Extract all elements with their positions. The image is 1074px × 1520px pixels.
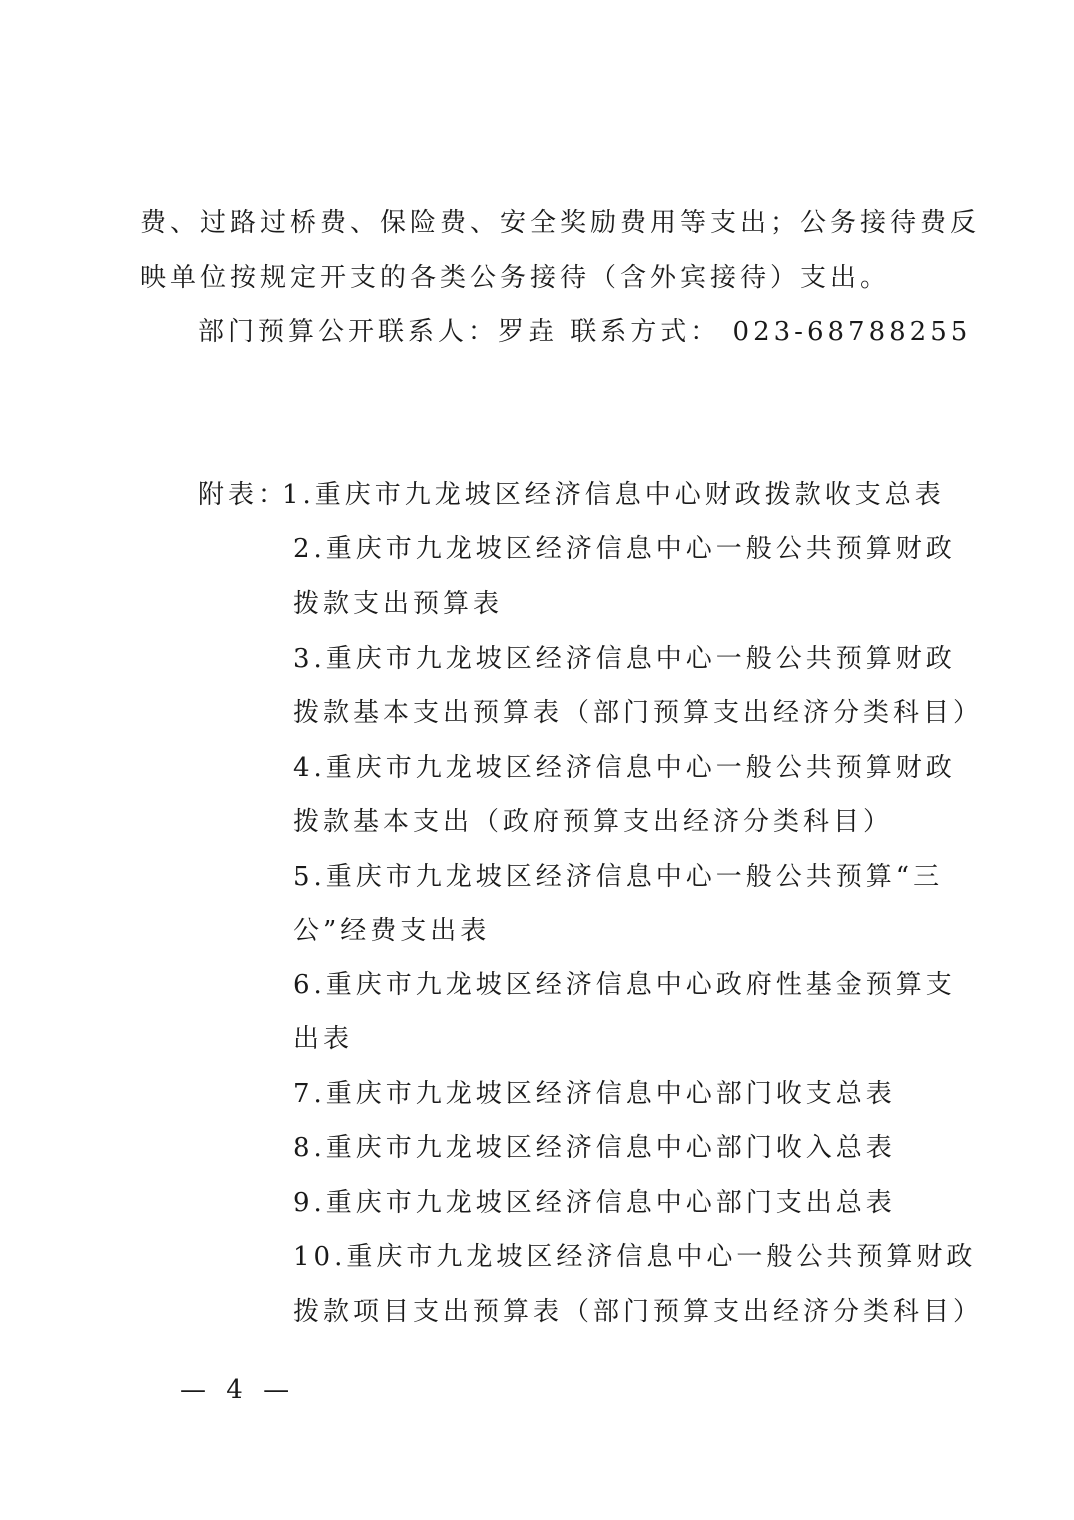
attachment-item-2-line-1: 2.重庆市九龙坡区经济信息中心一般公共预算财政 — [293, 534, 956, 564]
attachment-item-6-line-2: 出表 — [293, 1024, 354, 1054]
body-paragraph-line-1: 费、过路过桥费、保险费、安全奖励费用等支出；公务接待费反 — [140, 208, 981, 238]
attachment-item-9: 9.重庆市九龙坡区经济信息中心部门支出总表 — [293, 1188, 896, 1218]
attachment-item-5-line-2: 公”经费支出表 — [293, 916, 491, 946]
attachment-item-10-line-2: 拨款项目支出预算表（部门预算支出经济分类科目） — [293, 1297, 984, 1327]
body-paragraph-line-2: 映单位按规定开支的各类公务接待（含外宾接待）支出。 — [140, 263, 891, 293]
attachments-label: 附表： — [198, 480, 289, 510]
attachment-item-4-line-2: 拨款基本支出（政府预算支出经济分类科目） — [293, 807, 894, 837]
attachment-item-4-line-1: 4.重庆市九龙坡区经济信息中心一般公共预算财政 — [293, 753, 956, 783]
attachment-item-8: 8.重庆市九龙坡区经济信息中心部门收入总表 — [293, 1133, 896, 1163]
attachment-item-5-line-1: 5.重庆市九龙坡区经济信息中心一般公共预算“三 — [293, 862, 944, 892]
attachment-item-3-line-2: 拨款基本支出预算表（部门预算支出经济分类科目） — [293, 698, 984, 728]
attachment-item-7: 7.重庆市九龙坡区经济信息中心部门收支总表 — [293, 1079, 896, 1109]
attachment-item-3-line-1: 3.重庆市九龙坡区经济信息中心一般公共预算财政 — [293, 644, 956, 674]
attachment-item-1: 1.重庆市九龙坡区经济信息中心财政拨款收支总表 — [282, 480, 945, 510]
attachment-item-6-line-1: 6.重庆市九龙坡区经济信息中心政府性基金预算支 — [293, 970, 956, 1000]
attachment-item-2-line-2: 拨款支出预算表 — [293, 589, 504, 619]
page-number: — 4 — — [180, 1375, 296, 1405]
contact-info: 部门预算公开联系人：罗垚 联系方式： 023-68788255 — [198, 317, 972, 347]
attachment-item-10-line-1: 10.重庆市九龙坡区经济信息中心一般公共预算财政 — [293, 1242, 977, 1272]
